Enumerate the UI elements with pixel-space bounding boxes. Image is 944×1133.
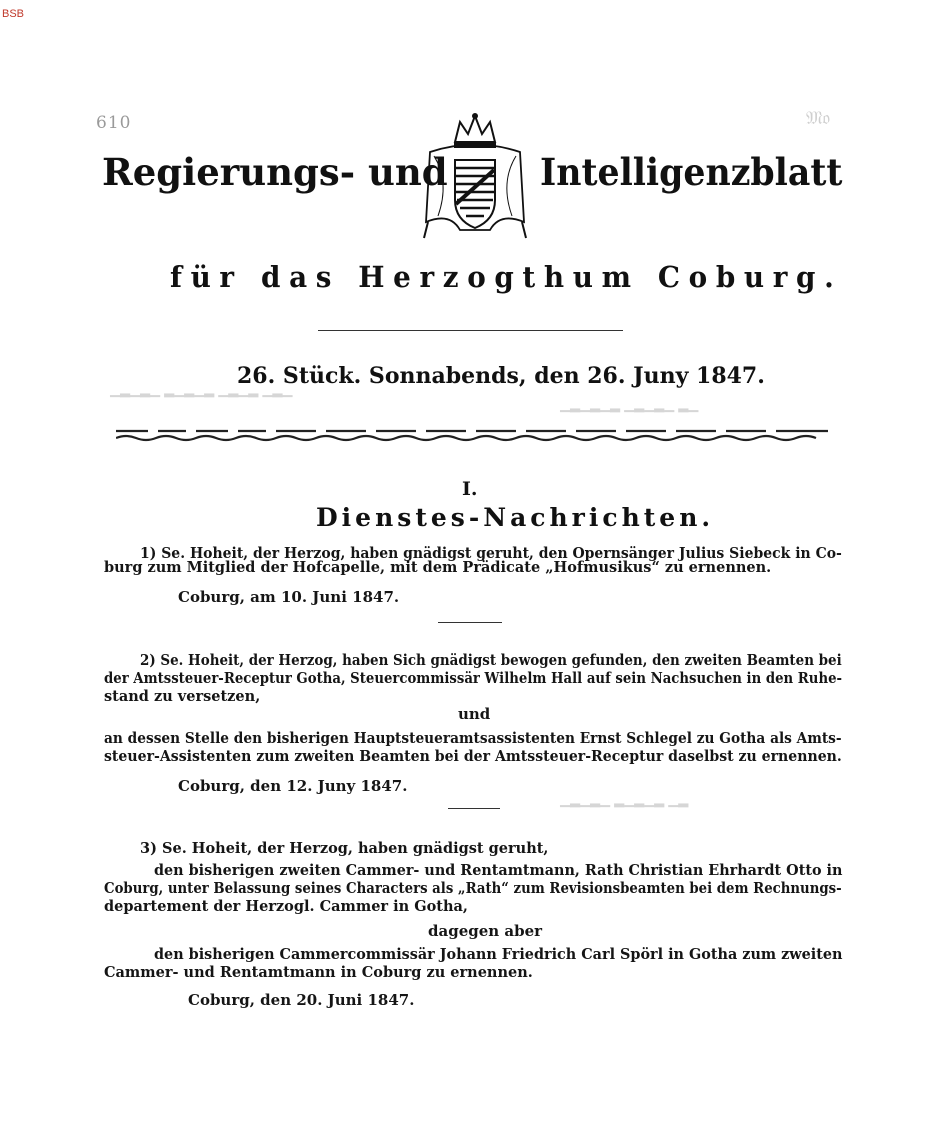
entry-2-conjunction: und: [458, 705, 491, 723]
entry-2-date: Coburg, den 12. Juny 1847.: [178, 777, 408, 795]
entry-2-line-2: der Amtssteuer-Receptur Gotha, Steuercommissär Wilhelm Hall auf sein Nachsuchen in den Ruhe-: [104, 670, 843, 687]
entry-3-line-5: den bisherigen Cammercommissär Johann Friedrich Carl Spörl in Gotha zum zweiten: [154, 946, 843, 963]
entry-3-conjunction: dagegen aber: [428, 922, 543, 940]
page-number: 610: [96, 113, 132, 133]
entry-3-line-2: den bisherigen zweiten Cammer- und Rentamtmann, Rath Christian Ehrhardt Otto in: [154, 862, 843, 879]
entry-3-line-3: Coburg, unter Belassung seines Characters als „Rath“ zum Revisionsbeamten bei dem Rechnungs-: [104, 880, 842, 897]
issue-line: 26. Stück. Sonnabends, den 26. Juny 1847.: [237, 363, 765, 389]
section-number: I.: [462, 478, 478, 500]
entry-3-line-6: Cammer- und Rentamtmann in Coburg zu ernennen.: [104, 964, 533, 981]
entry-2-line-1: 2) Se. Hoheit, der Herzog, haben Sich gnädigst bewogen gefunden, den zweiten Beamten bei: [140, 652, 842, 669]
entry-2-line-4: an dessen Stelle den bisherigen Hauptsteueramtsassistenten Ernst Schlegel zu Gotha als Amts-: [104, 730, 842, 747]
bleed-through-text: ▁▂▁▂▁▂ ▁▂▁▂▁ ▂▁: [560, 398, 699, 413]
library-mark: BSB: [2, 8, 25, 20]
entry-1-date: Coburg, am 10. Juni 1847.: [178, 588, 400, 606]
bleed-through-mark: 𝔐𝔬: [806, 108, 831, 129]
entry-3-date: Coburg, den 20. Juni 1847.: [188, 991, 415, 1009]
coat-of-arms-icon: [420, 112, 530, 242]
divider: [448, 808, 500, 809]
entry-2-line-3: stand zu versetzen,: [104, 688, 261, 705]
decorative-divider: [116, 425, 828, 443]
entry-1-line-2: burg zum Mitglied der Hofcapelle, mit dem Prädicate „Hofmusikus“ zu ernennen.: [104, 559, 772, 576]
masthead-title-right: Intelligenzblatt: [540, 150, 843, 194]
masthead-title-left: Regierungs- und: [102, 150, 448, 194]
entry-3-line-1: 3) Se. Hoheit, der Herzog, haben gnädigst geruht,: [140, 840, 549, 857]
section-title: Dienstes-Nachrichten.: [316, 503, 715, 532]
bleed-through-text: ▁▂▁▂▁ ▂▁▂▁▂ ▁▂▁▂ ▁▂▁: [110, 383, 293, 398]
entry-2-line-5: steuer-Assistenten zum zweiten Beamten bei der Amtssteuer-Receptur daselbst zu ernennen.: [104, 748, 842, 765]
entry-1-line-1: 1) Se. Hoheit, der Herzog, haben gnädigst geruht, den Opernsänger Julius Siebeck in Co-: [140, 545, 842, 562]
entry-3-line-4: departement der Herzogl. Cammer in Gotha,: [104, 898, 468, 915]
divider: [438, 622, 502, 623]
masthead-subtitle: für das Herzogthum Coburg.: [170, 260, 843, 294]
bleed-through-text: ▁▂▁▂▁ ▂▁▂▁▂ ▁▂: [560, 793, 689, 808]
divider: [318, 330, 623, 331]
